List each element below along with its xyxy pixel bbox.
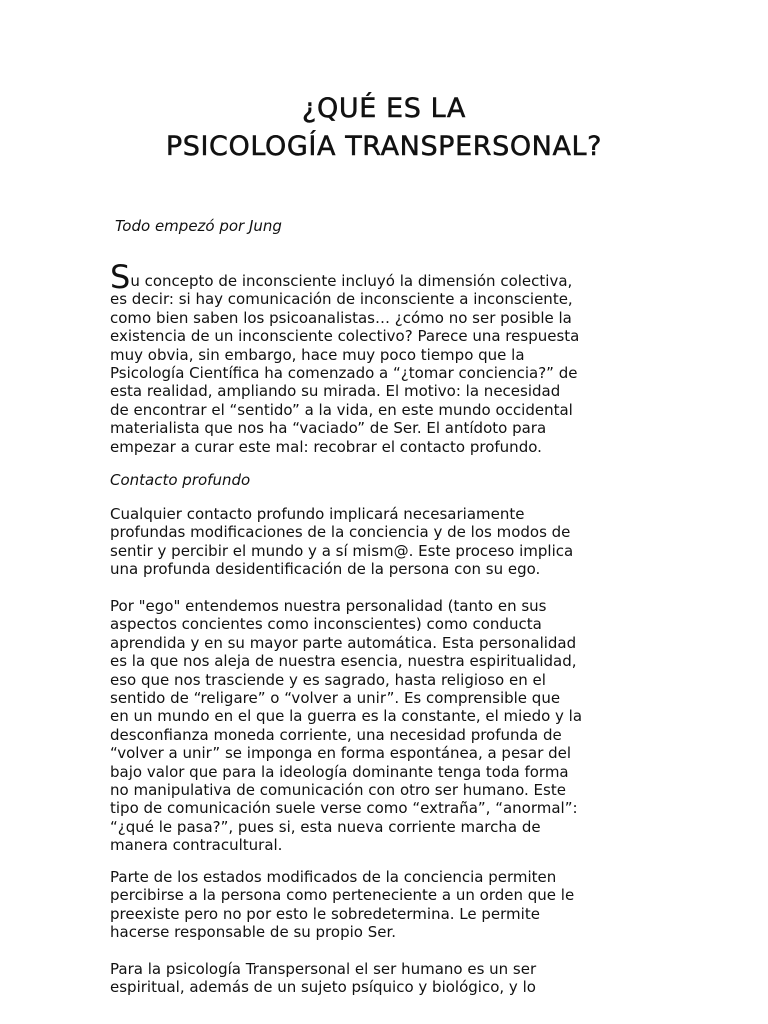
paragraph-4 [110, 868, 670, 942]
paragraph-line: Parte de los estados modificados de la conciencia permiten [110, 868, 557, 886]
document-title [0, 90, 768, 166]
paragraph-line: existencia de un inconsciente colectivo? Parece una respuesta [110, 327, 580, 346]
paragraph-line: Por "ego" entendemos nuestra personalidad (tanto en sus [110, 597, 547, 615]
paragraph-1 [110, 258, 670, 456]
section-heading-contact: Contacto profundo [110, 471, 251, 489]
paragraph-line: espiritual, además de un sujeto psíquico y biológico, y lo [110, 978, 536, 997]
paragraph-2 [110, 505, 670, 579]
title-line-2: PSICOLOGÍA TRANSPERSONAL? [165, 131, 603, 162]
paragraph-line: bajo valor que para la ideología dominante tenga toda forma [110, 762, 569, 781]
paragraph-line: preexiste pero no por esto le sobredetermina. Le permite [110, 904, 540, 923]
paragraph-line: percibirse a la persona como perteneciente a un orden que le [110, 886, 575, 905]
paragraph-line: una profunda desidentificación de la persona con su ego. [110, 560, 541, 579]
paragraph-line: no manipulativa de comunicación con otro ser humano. Este [110, 781, 566, 800]
paragraph-line: Cualquier contacto profundo implicará necesariamente [110, 505, 525, 523]
paragraph-line: eso que nos trasciende y es sagrado, hasta religioso en el [110, 670, 546, 689]
paragraph-line: muy obvia, sin embargo, hace muy poco tiempo que la [110, 345, 525, 364]
paragraph-line: “¿qué le pasa?”, pues si, esta nueva corriente marcha de [110, 817, 541, 836]
paragraph-line: desconfianza moneda corriente, una necesidad profunda de [110, 725, 562, 744]
paragraph-line: hacerse responsable de su propio Ser. [110, 923, 397, 942]
paragraph-line: como bien saben los psicoanalistas… ¿cómo no ser posible la [110, 308, 572, 327]
paragraph-line: Psicología Científica ha comenzado a “¿tomar conciencia?” de [110, 364, 578, 383]
paragraph-line: “volver a unir” se imponga en forma espontánea, a pesar del [110, 744, 572, 763]
paragraph-line: es la que nos aleja de nuestra esencia, nuestra espiritualidad, [110, 652, 577, 671]
paragraph-line: sentir y percibir el mundo y a sí mism@. Este proceso implica [110, 541, 574, 560]
paragraph-line: esta realidad, ampliando su mirada. El motivo: la necesidad [110, 382, 561, 401]
paragraph-line: de encontrar el “sentido” a la vida, en este mundo occidental [110, 400, 573, 419]
paragraph-line: manera contracultural. [110, 836, 283, 855]
paragraph-line: en un mundo en el que la guerra es la constante, el miedo y la [110, 707, 583, 726]
paragraph-line: aspectos concientes como inconscientes) como conducta [110, 615, 542, 634]
drop-cap: S [110, 258, 131, 296]
paragraph-line [110, 258, 670, 296]
section-heading-intro: Todo empezó por Jung [115, 217, 282, 235]
paragraph-line: profundas modificaciones de la conciencia y de los modos de [110, 523, 571, 542]
paragraph-line: empezar a curar este mal: recobrar el contacto profundo. [110, 437, 542, 456]
paragraph-line: tipo de comunicación suele verse como “extraña”, “anormal”: [110, 799, 578, 818]
paragraph-3 [110, 597, 670, 855]
paragraph-line: materialista que nos ha “vaciado” de Ser. El antídoto para [110, 419, 547, 438]
paragraph-line: es decir: si hay comunicación de inconsciente a inconsciente, [110, 290, 573, 309]
paragraph-line-text: u concepto de inconsciente incluyó la dimensión colectiva, [130, 272, 573, 290]
paragraph-5 [110, 960, 670, 997]
title-line-1: ¿QUÉ ES LA [302, 93, 466, 124]
paragraph-line: sentido de “religare” o “volver a unir”. Es comprensible que [110, 689, 561, 708]
paragraph-line: aprendida y en su mayor parte automática. Esta personalidad [110, 633, 577, 652]
paragraph-line: Para la psicología Transpersonal el ser humano es un ser [110, 960, 537, 978]
